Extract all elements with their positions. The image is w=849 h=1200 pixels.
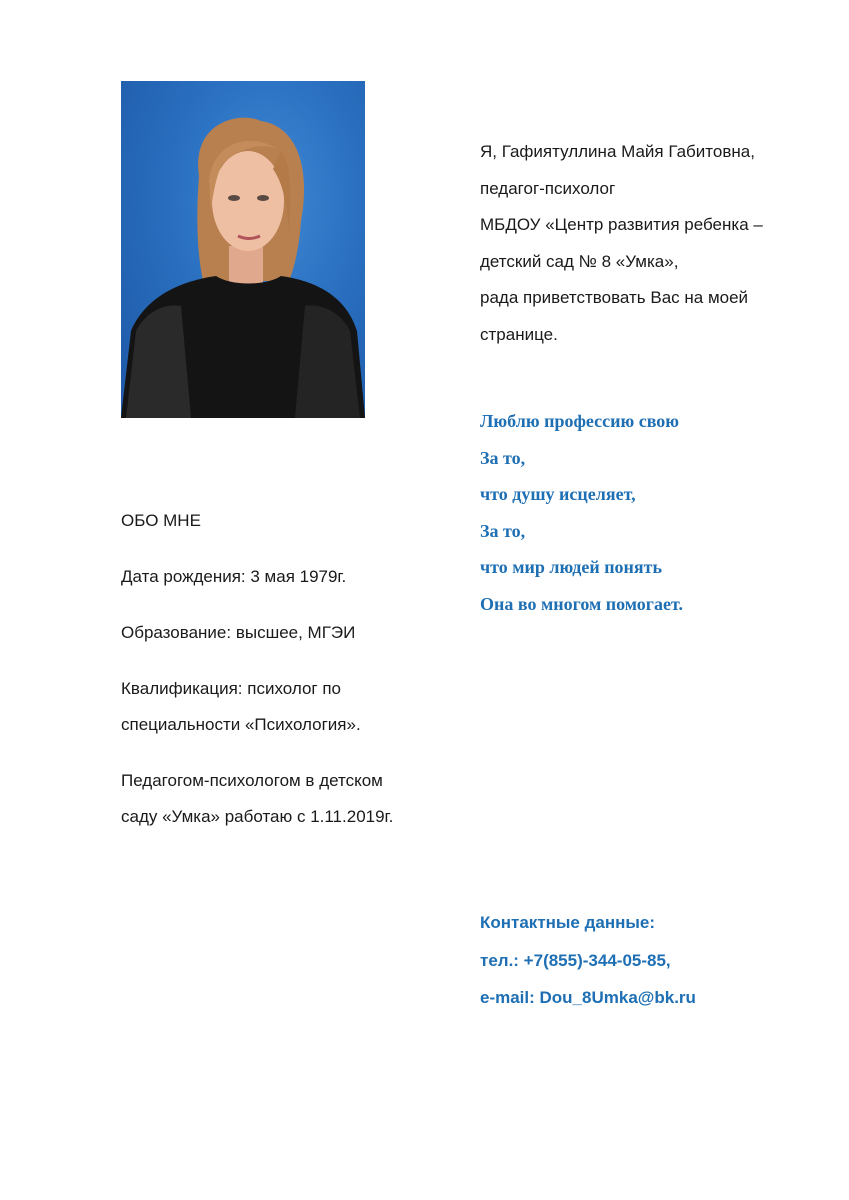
intro-line: рада приветствовать Вас на моей [480, 288, 749, 307]
intro-line: детский сад № 8 «Умка», [480, 251, 679, 271]
phone: тел.: +7(855)-344-05-85, [480, 950, 671, 970]
qualification-line-1: Квалификация: психолог по [121, 679, 341, 698]
poem-line: что мир людей понять [480, 557, 663, 577]
contacts-heading: Контактные данные: [480, 913, 656, 932]
education: Образование: высшее, МГЭИ [121, 623, 356, 642]
poem-line: За то, [480, 447, 526, 468]
intro-text [480, 134, 820, 353]
about-section [121, 503, 451, 835]
birth-date: Дата рождения: 3 мая 1979г. [121, 567, 347, 586]
intro-line: педагог-психолог [480, 178, 616, 198]
intro-line: странице. [480, 324, 558, 344]
poem-line: Она во многом помогает. [480, 593, 683, 614]
portrait-photo [121, 81, 365, 418]
intro-line: Я, Гафиятуллина Майя Габитовна, [480, 142, 755, 161]
qualification-line-2: специальности «Психология». [121, 715, 361, 734]
poem-line: что душу исцеляет, [480, 484, 636, 504]
work-line-1: Педагогом-психологом в детском [121, 771, 383, 790]
poem [480, 403, 820, 622]
email: e-mail: Dou_8Umka@bk.ru [480, 988, 696, 1007]
poem-line: За то, [480, 520, 526, 541]
contacts-section [480, 904, 820, 1017]
poem-line: Люблю профессию свою [480, 411, 680, 431]
portrait-illustration [121, 81, 365, 418]
intro-line: МБДОУ «Центр развития ребенка – [480, 215, 763, 234]
work-line-2: саду «Умка» работаю с 1.11.2019г. [121, 807, 394, 826]
about-heading: ОБО МНЕ [121, 511, 201, 530]
